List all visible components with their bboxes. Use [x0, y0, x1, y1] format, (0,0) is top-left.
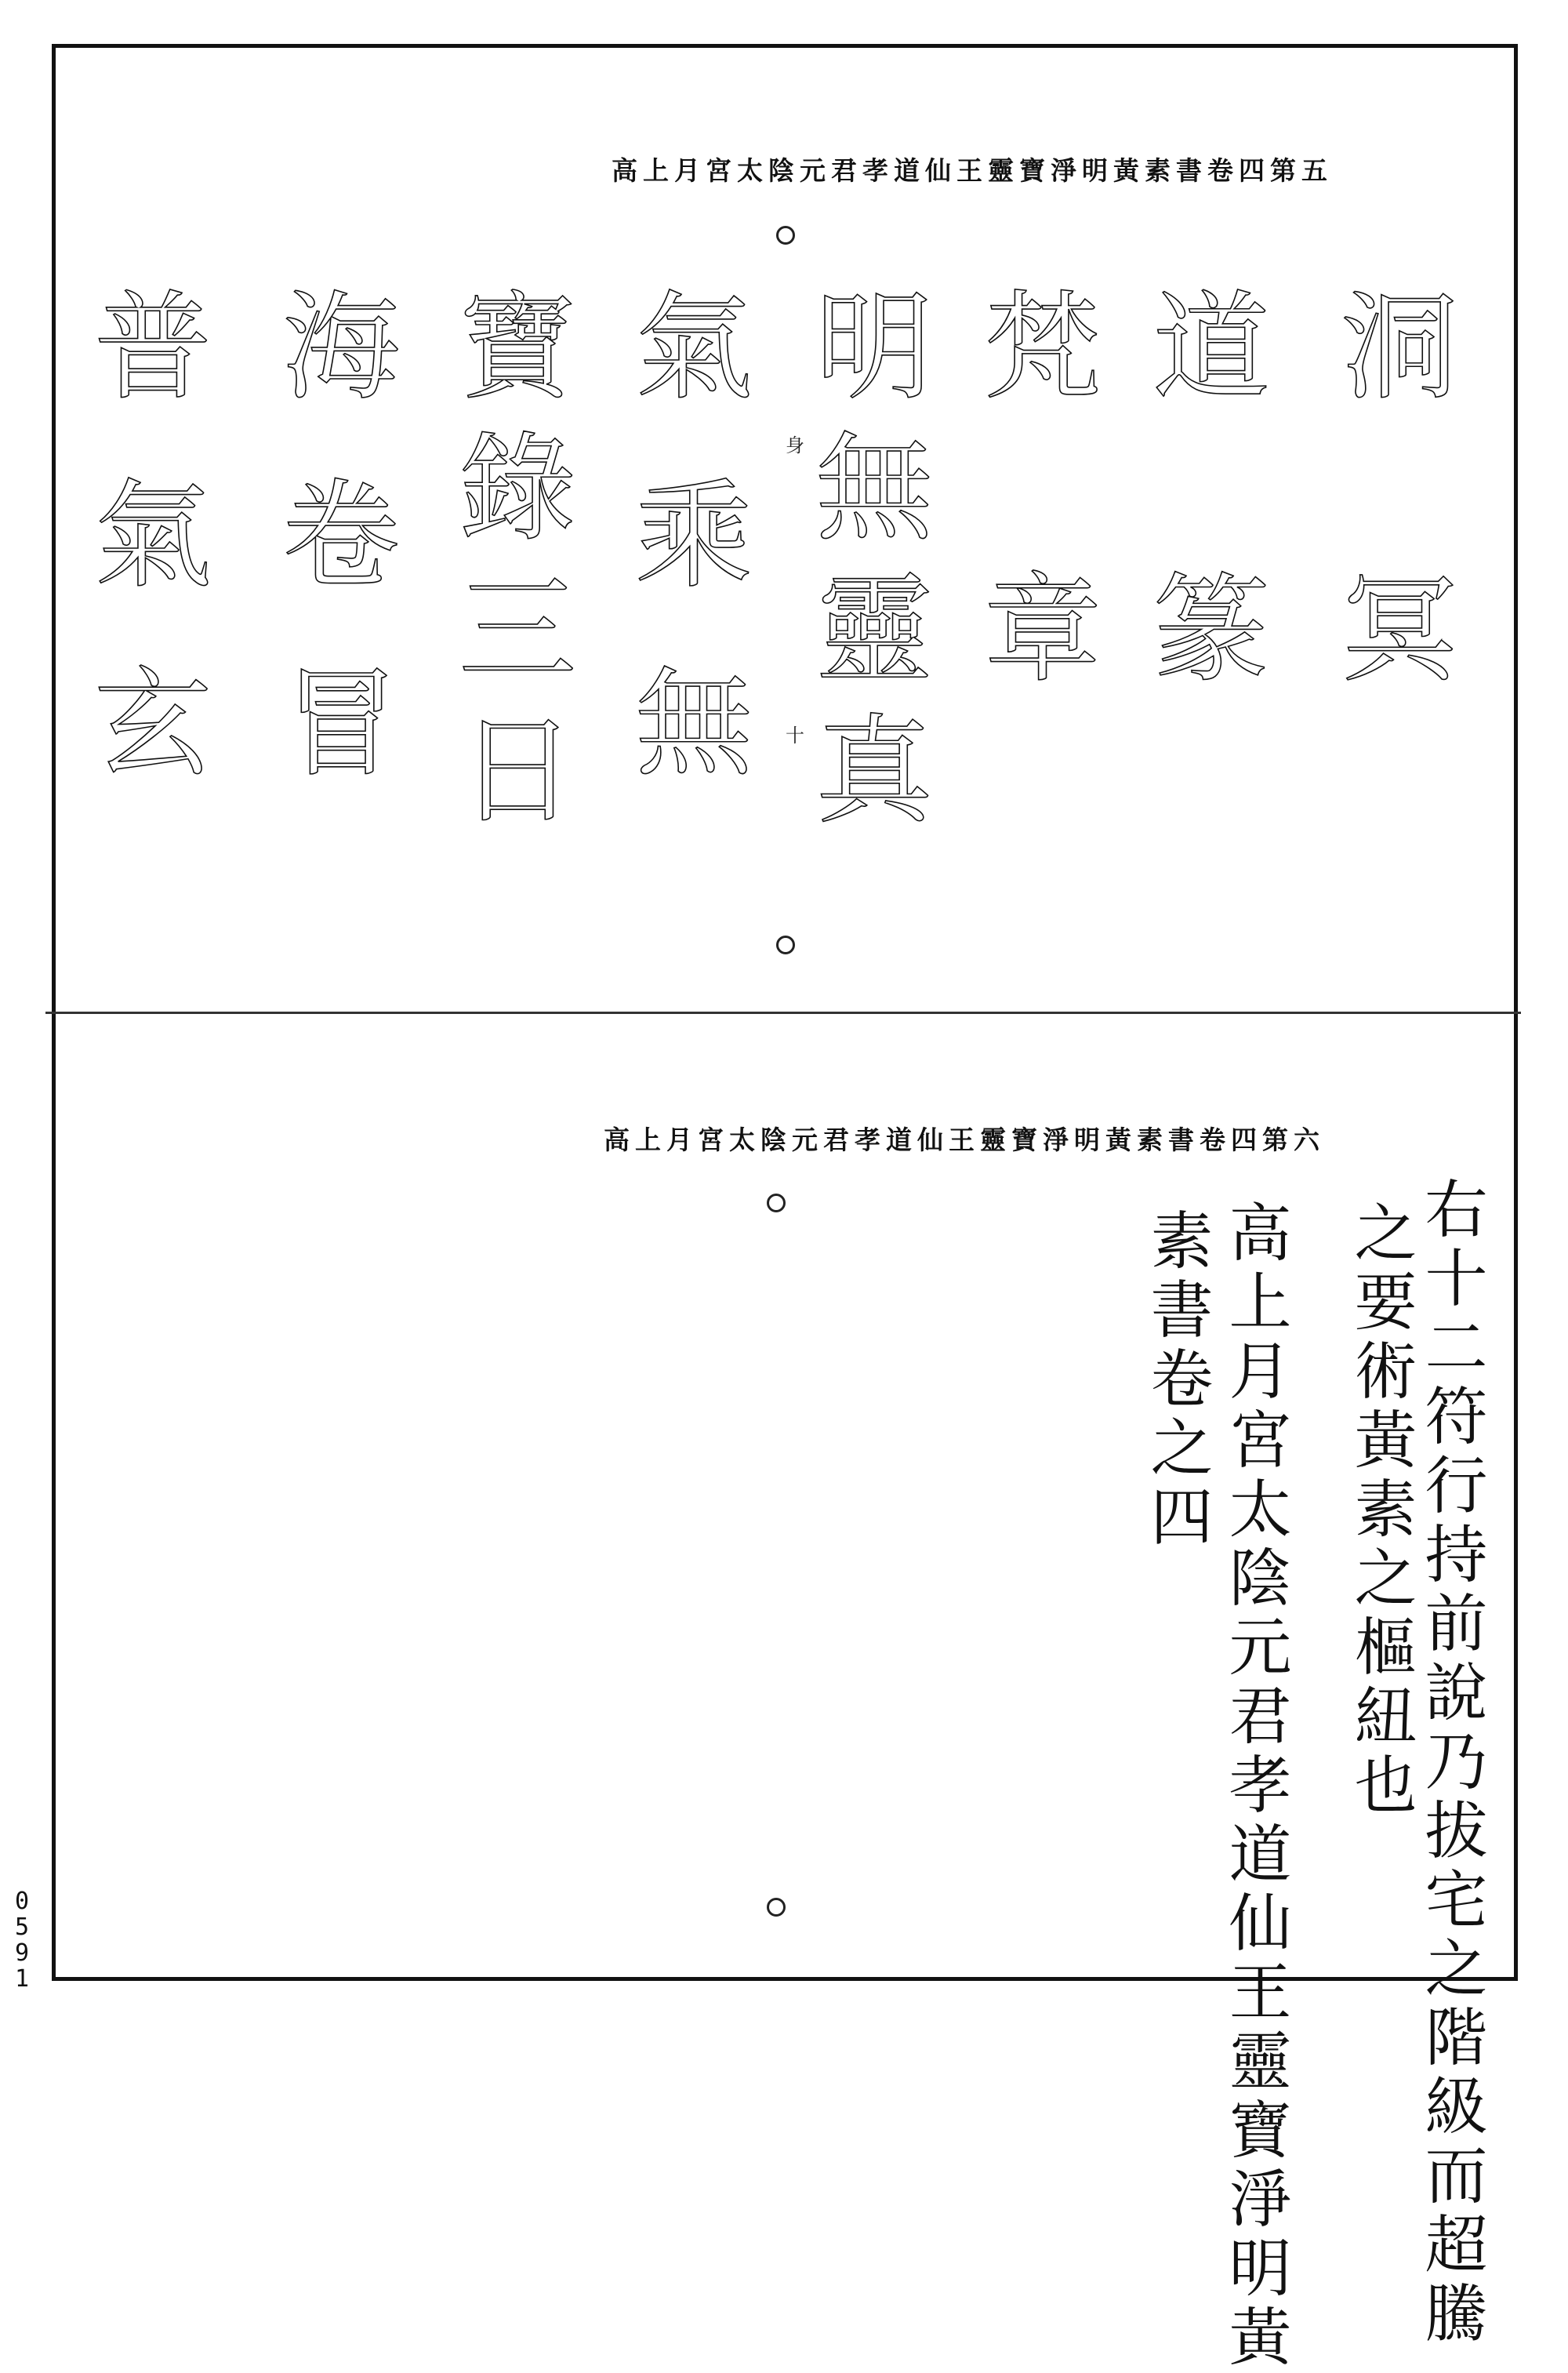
seal-text [94, 282, 212, 793]
seal-column [984, 282, 1102, 847]
seal-glyph: 乘 [635, 468, 753, 605]
seal-text [635, 282, 753, 793]
binding-hole-bottom-2 [767, 1898, 786, 1917]
seal-glyph: 玄 [94, 656, 212, 793]
seal-glyph: 無 [815, 421, 933, 558]
seal-glyph: 洞 [1341, 282, 1458, 416]
binding-hole-bottom-1 [767, 1194, 786, 1212]
seal-glyph: 普 [94, 282, 212, 416]
seal-glyph: 冥 [1341, 562, 1458, 699]
margin-mark-1: 身 [786, 434, 804, 456]
seal-glyph: 日 [459, 703, 576, 840]
top-page-header: 高上月宮太陰元君孝道仙王靈寶淨明黃素書卷四第五 [612, 155, 1333, 186]
seal-glyph: 章 [984, 562, 1102, 699]
body-column: 素書卷之四 [1140, 1208, 1213, 1553]
seal-glyph: 真 [815, 703, 933, 840]
seal-column [282, 282, 400, 847]
seal-text [984, 282, 1102, 699]
seal-column [635, 282, 753, 847]
seal-glyph: 梵 [984, 282, 1102, 416]
seal-glyph: 氣 [635, 282, 753, 416]
seal-glyph: 錄 [459, 421, 576, 558]
margin-mark-2: 十 [786, 725, 804, 747]
seal-glyph: 海 [282, 282, 400, 416]
body-column: 之要術黃素之樞紐也 [1344, 1200, 1417, 1821]
seal-glyph: 寶 [459, 282, 576, 416]
seal-column [1341, 282, 1458, 847]
seal-glyph: 無 [635, 656, 753, 793]
seal-text [282, 282, 400, 793]
seal-glyph: 三 [459, 562, 576, 699]
seal-glyph: 氣 [94, 468, 212, 605]
binding-hole-top-2 [776, 936, 795, 954]
bottom-page-header: 高上月宮太陰元君孝道仙王靈寶淨明黃素書卷四第六 [604, 1125, 1325, 1155]
seal-column [459, 282, 576, 847]
seal-text [459, 282, 576, 840]
seal-glyph: 道 [1152, 282, 1270, 416]
binding-hole-top-1 [776, 226, 795, 245]
seal-column [94, 282, 212, 847]
page-number: 0591 [14, 1888, 30, 1993]
page-divider [45, 1012, 1521, 1014]
seal-glyph: 靈 [815, 562, 933, 699]
seal-glyph: 篆 [1152, 562, 1270, 699]
seal-column [815, 282, 933, 847]
seal-glyph: 卷 [282, 468, 400, 605]
seal-glyph: 明 [815, 282, 933, 416]
seal-glyph: 冒 [282, 656, 400, 793]
body-column: 右十二符行持前說乃拔宅之階級而超騰 [1414, 1176, 1487, 2349]
body-column: 高上月宮太陰元君孝道仙王靈寶淨明黃 [1218, 1200, 1291, 2373]
seal-column [1152, 282, 1270, 847]
seal-text [1152, 282, 1270, 699]
seal-text [815, 282, 933, 840]
seal-text [1341, 282, 1458, 699]
